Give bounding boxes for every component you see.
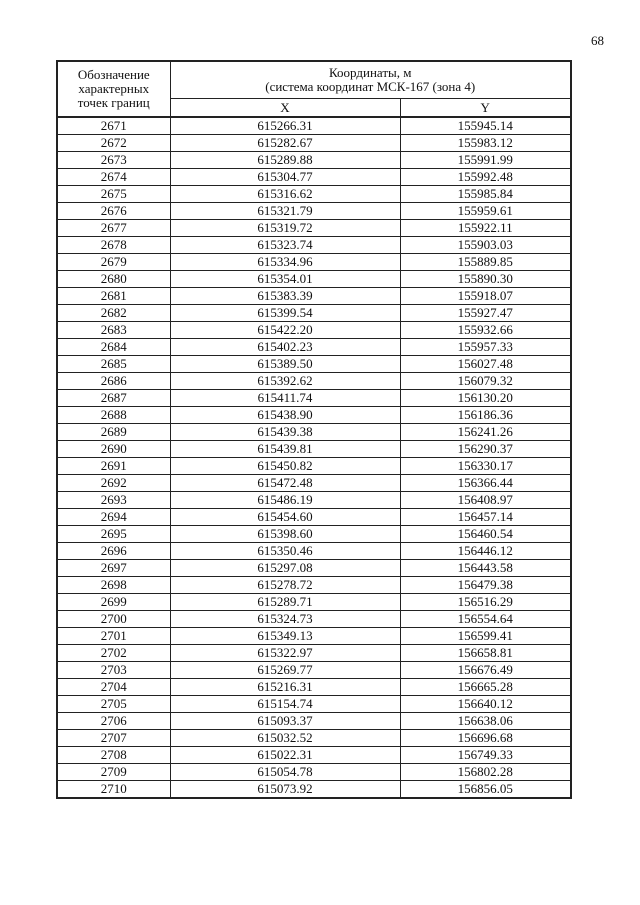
point-id-cell: 2687 <box>57 390 170 407</box>
y-coordinate-cell: 156665.28 <box>400 679 571 696</box>
point-id-cell: 2690 <box>57 441 170 458</box>
x-coordinate-cell: 615422.20 <box>170 322 400 339</box>
table-row <box>57 441 571 458</box>
y-column-header: Y <box>400 99 571 118</box>
x-coordinate-cell: 615439.38 <box>170 424 400 441</box>
x-coordinate-cell: 615323.74 <box>170 237 400 254</box>
point-label-line: Обозначение <box>77 67 150 82</box>
table-row <box>57 696 571 713</box>
point-id-cell: 2677 <box>57 220 170 237</box>
x-coordinate-cell: 615402.23 <box>170 339 400 356</box>
x-coordinate-cell: 615154.74 <box>170 696 400 713</box>
point-id-cell: 2688 <box>57 407 170 424</box>
y-coordinate-cell: 156856.05 <box>400 781 571 799</box>
y-coordinate-cell: 155957.33 <box>400 339 571 356</box>
table-row <box>57 781 571 799</box>
point-id-cell: 2679 <box>57 254 170 271</box>
y-coordinate-cell: 156554.64 <box>400 611 571 628</box>
y-coordinate-cell: 155889.85 <box>400 254 571 271</box>
x-coordinate-cell: 615450.82 <box>170 458 400 475</box>
table-row <box>57 424 571 441</box>
table-row <box>57 237 571 254</box>
point-id-cell: 2710 <box>57 781 170 799</box>
table-row <box>57 560 571 577</box>
x-coordinate-cell: 615439.81 <box>170 441 400 458</box>
y-coordinate-cell: 156130.20 <box>400 390 571 407</box>
x-coordinate-cell: 615278.72 <box>170 577 400 594</box>
point-id-cell: 2691 <box>57 458 170 475</box>
table-row <box>57 764 571 781</box>
y-coordinate-cell: 156638.06 <box>400 713 571 730</box>
y-coordinate-cell: 156479.38 <box>400 577 571 594</box>
y-coordinate-cell: 156079.32 <box>400 373 571 390</box>
table-row <box>57 577 571 594</box>
x-coordinate-cell: 615322.97 <box>170 645 400 662</box>
y-coordinate-cell: 156330.17 <box>400 458 571 475</box>
x-coordinate-cell: 615486.19 <box>170 492 400 509</box>
point-id-cell: 2692 <box>57 475 170 492</box>
coords-title: Координаты, м <box>329 65 412 80</box>
point-id-cell: 2696 <box>57 543 170 560</box>
table-row <box>57 186 571 203</box>
table-row <box>57 220 571 237</box>
x-coordinate-cell: 615399.54 <box>170 305 400 322</box>
y-coordinate-cell: 156186.36 <box>400 407 571 424</box>
x-coordinate-cell: 615398.60 <box>170 526 400 543</box>
x-coordinate-cell: 615266.31 <box>170 117 400 135</box>
table-row <box>57 509 571 526</box>
point-id-cell: 2673 <box>57 152 170 169</box>
y-coordinate-cell: 155922.11 <box>400 220 571 237</box>
y-coordinate-cell: 156802.28 <box>400 764 571 781</box>
y-coordinate-cell: 156599.41 <box>400 628 571 645</box>
coordinates-table <box>56 60 572 799</box>
point-id-cell: 2676 <box>57 203 170 220</box>
x-coordinate-cell: 615032.52 <box>170 730 400 747</box>
table-row <box>57 407 571 424</box>
table-row <box>57 356 571 373</box>
point-id-cell: 2701 <box>57 628 170 645</box>
y-coordinate-cell: 156446.12 <box>400 543 571 560</box>
point-id-cell: 2674 <box>57 169 170 186</box>
table-row <box>57 645 571 662</box>
y-coordinate-cell: 155890.30 <box>400 271 571 288</box>
point-id-cell: 2680 <box>57 271 170 288</box>
table-row <box>57 713 571 730</box>
x-coordinate-cell: 615472.48 <box>170 475 400 492</box>
table-row <box>57 152 571 169</box>
point-label-line: точек границ <box>77 95 150 110</box>
table-row <box>57 339 571 356</box>
page-number: 68 <box>591 33 604 48</box>
table-row <box>57 492 571 509</box>
table-row <box>57 526 571 543</box>
y-coordinate-cell: 156696.68 <box>400 730 571 747</box>
table-row <box>57 169 571 186</box>
point-label-line: характерных <box>78 81 150 96</box>
table-row <box>57 203 571 220</box>
x-coordinate-cell: 615354.01 <box>170 271 400 288</box>
x-coordinate-cell: 615438.90 <box>170 407 400 424</box>
y-coordinate-cell: 156443.58 <box>400 560 571 577</box>
x-coordinate-cell: 615389.50 <box>170 356 400 373</box>
y-coordinate-cell: 156640.12 <box>400 696 571 713</box>
y-coordinate-cell: 156290.37 <box>400 441 571 458</box>
point-id-cell: 2699 <box>57 594 170 611</box>
point-id-cell: 2682 <box>57 305 170 322</box>
y-coordinate-cell: 156457.14 <box>400 509 571 526</box>
point-label-header <box>57 61 170 117</box>
point-id-cell: 2703 <box>57 662 170 679</box>
x-coordinate-cell: 615269.77 <box>170 662 400 679</box>
table-row <box>57 390 571 407</box>
x-coordinate-cell: 615297.08 <box>170 560 400 577</box>
table-row <box>57 747 571 764</box>
x-coordinate-cell: 615289.71 <box>170 594 400 611</box>
x-coordinate-cell: 615093.37 <box>170 713 400 730</box>
y-coordinate-cell: 155932.66 <box>400 322 571 339</box>
y-coordinate-cell: 156676.49 <box>400 662 571 679</box>
table-row <box>57 271 571 288</box>
point-id-cell: 2707 <box>57 730 170 747</box>
table-row <box>57 543 571 560</box>
table-row <box>57 662 571 679</box>
x-coordinate-cell: 615324.73 <box>170 611 400 628</box>
y-coordinate-cell: 156749.33 <box>400 747 571 764</box>
point-id-cell: 2683 <box>57 322 170 339</box>
x-coordinate-cell: 615349.13 <box>170 628 400 645</box>
point-id-cell: 2685 <box>57 356 170 373</box>
x-coordinate-cell: 615073.92 <box>170 781 400 799</box>
y-coordinate-cell: 155992.48 <box>400 169 571 186</box>
x-column-header: X <box>170 99 400 118</box>
y-coordinate-cell: 155983.12 <box>400 135 571 152</box>
table-header <box>57 61 571 117</box>
point-id-cell: 2695 <box>57 526 170 543</box>
point-id-cell: 2672 <box>57 135 170 152</box>
point-id-cell: 2706 <box>57 713 170 730</box>
table-row <box>57 135 571 152</box>
point-id-cell: 2678 <box>57 237 170 254</box>
y-coordinate-cell: 155945.14 <box>400 117 571 135</box>
table-row <box>57 611 571 628</box>
point-id-cell: 2708 <box>57 747 170 764</box>
x-coordinate-cell: 615392.62 <box>170 373 400 390</box>
x-coordinate-cell: 615383.39 <box>170 288 400 305</box>
point-id-cell: 2671 <box>57 117 170 135</box>
point-id-cell: 2689 <box>57 424 170 441</box>
point-id-cell: 2684 <box>57 339 170 356</box>
y-coordinate-cell: 155985.84 <box>400 186 571 203</box>
x-coordinate-cell: 615304.77 <box>170 169 400 186</box>
table-row <box>57 594 571 611</box>
x-coordinate-cell: 615282.67 <box>170 135 400 152</box>
table-row <box>57 458 571 475</box>
table-body <box>57 117 571 798</box>
point-id-cell: 2709 <box>57 764 170 781</box>
y-coordinate-cell: 156516.29 <box>400 594 571 611</box>
table-row <box>57 373 571 390</box>
table-row <box>57 475 571 492</box>
x-coordinate-cell: 615319.72 <box>170 220 400 237</box>
y-coordinate-cell: 155959.61 <box>400 203 571 220</box>
table-row <box>57 117 571 135</box>
x-coordinate-cell: 615411.74 <box>170 390 400 407</box>
y-coordinate-cell: 155918.07 <box>400 288 571 305</box>
point-id-cell: 2693 <box>57 492 170 509</box>
y-coordinate-cell: 156027.48 <box>400 356 571 373</box>
coords-header <box>170 61 571 99</box>
coords-subtitle: (система координат МСК-167 (зона 4) <box>265 79 476 94</box>
table-row <box>57 730 571 747</box>
table-row <box>57 305 571 322</box>
y-coordinate-cell: 155903.03 <box>400 237 571 254</box>
y-coordinate-cell: 156460.54 <box>400 526 571 543</box>
point-id-cell: 2704 <box>57 679 170 696</box>
point-id-cell: 2675 <box>57 186 170 203</box>
x-coordinate-cell: 615321.79 <box>170 203 400 220</box>
x-coordinate-cell: 615289.88 <box>170 152 400 169</box>
point-id-cell: 2702 <box>57 645 170 662</box>
table-row <box>57 254 571 271</box>
point-id-cell: 2697 <box>57 560 170 577</box>
y-coordinate-cell: 156408.97 <box>400 492 571 509</box>
table-row <box>57 679 571 696</box>
x-coordinate-cell: 615350.46 <box>170 543 400 560</box>
y-coordinate-cell: 156658.81 <box>400 645 571 662</box>
point-id-cell: 2700 <box>57 611 170 628</box>
table-row <box>57 628 571 645</box>
x-coordinate-cell: 615054.78 <box>170 764 400 781</box>
x-coordinate-cell: 615022.31 <box>170 747 400 764</box>
point-id-cell: 2694 <box>57 509 170 526</box>
y-coordinate-cell: 156366.44 <box>400 475 571 492</box>
x-coordinate-cell: 615316.62 <box>170 186 400 203</box>
table-row <box>57 322 571 339</box>
y-coordinate-cell: 156241.26 <box>400 424 571 441</box>
y-coordinate-cell: 155991.99 <box>400 152 571 169</box>
y-coordinate-cell: 155927.47 <box>400 305 571 322</box>
point-id-cell: 2681 <box>57 288 170 305</box>
point-id-cell: 2686 <box>57 373 170 390</box>
x-coordinate-cell: 615334.96 <box>170 254 400 271</box>
point-id-cell: 2705 <box>57 696 170 713</box>
table-row <box>57 288 571 305</box>
x-coordinate-cell: 615216.31 <box>170 679 400 696</box>
point-id-cell: 2698 <box>57 577 170 594</box>
x-coordinate-cell: 615454.60 <box>170 509 400 526</box>
